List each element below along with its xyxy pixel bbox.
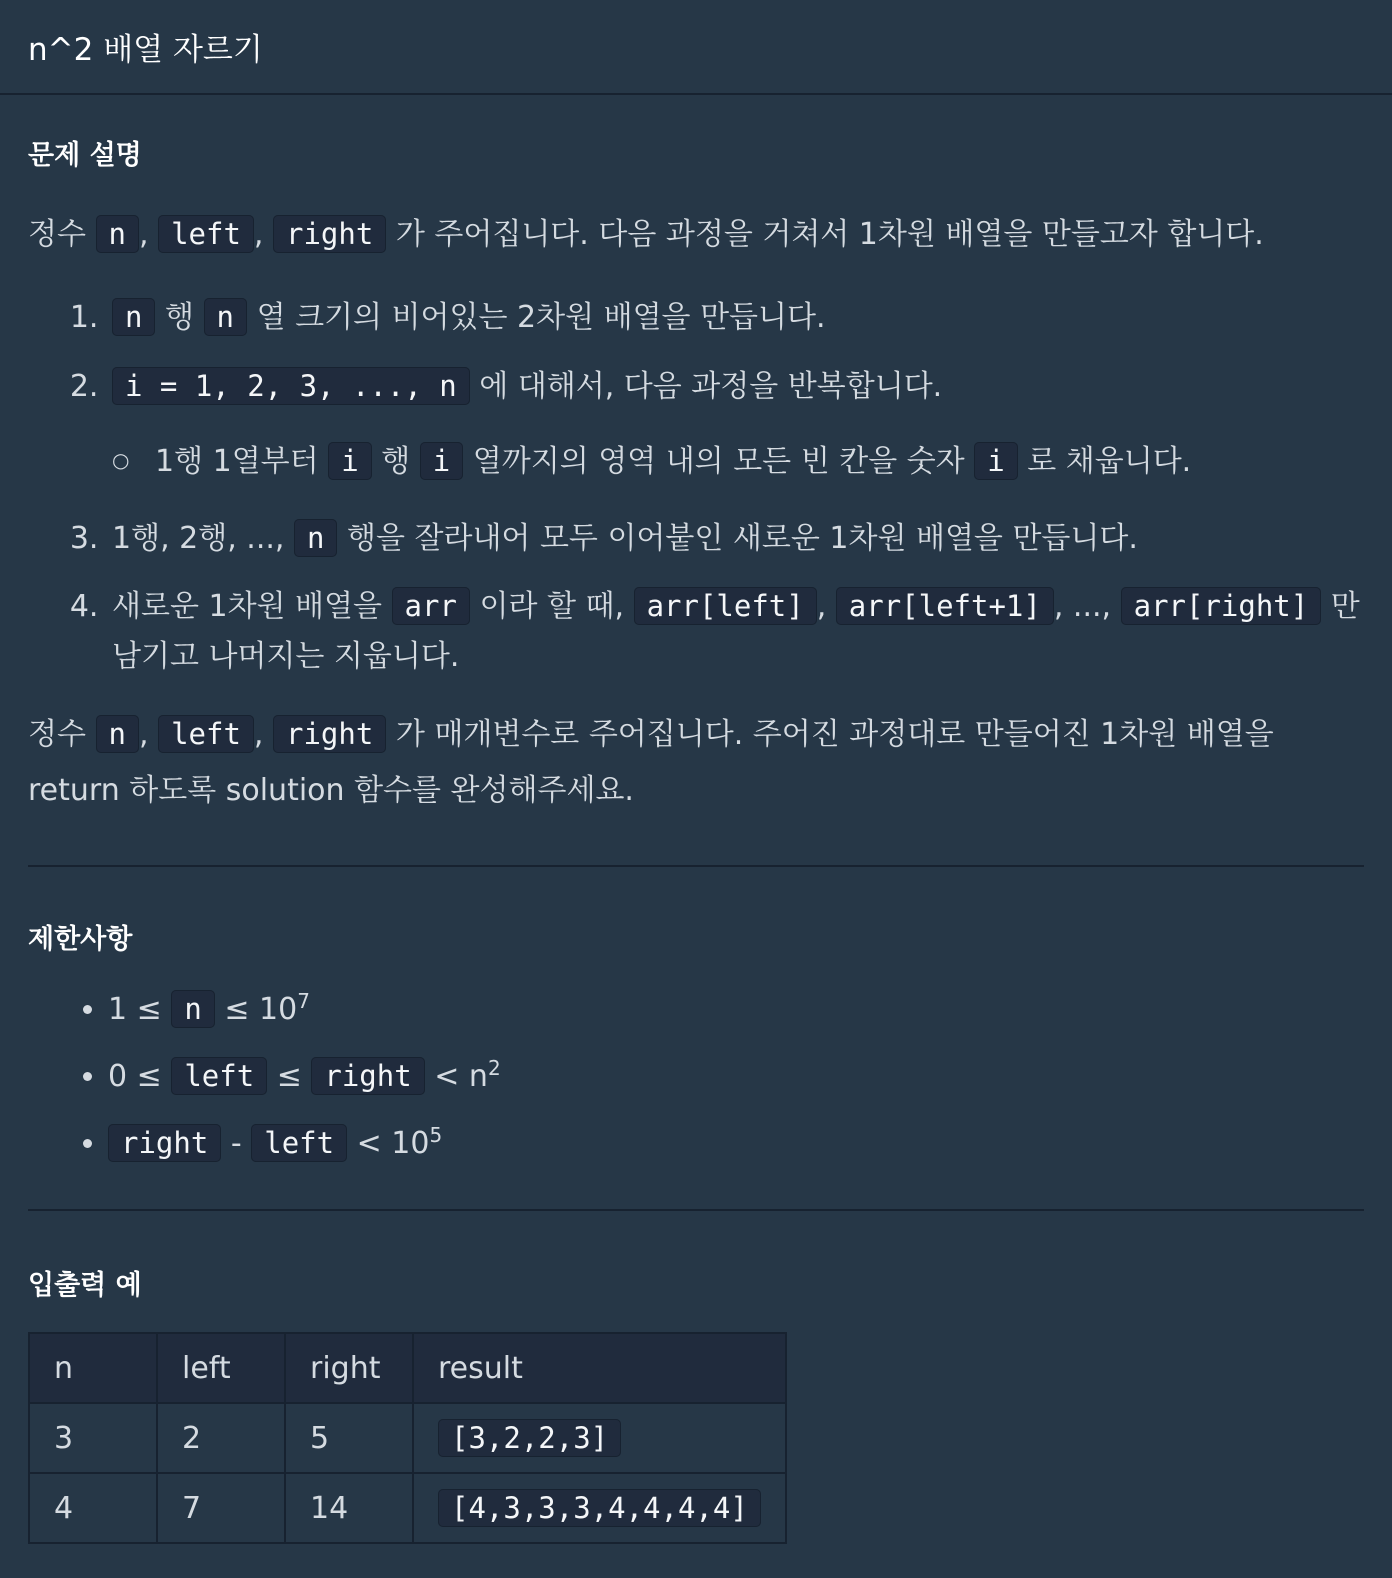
table-cell: 14 bbox=[285, 1473, 413, 1543]
code-n: n bbox=[294, 519, 337, 557]
code-i: i bbox=[420, 442, 463, 480]
code-arr-right: arr[right] bbox=[1121, 587, 1322, 625]
step-4: 4. 새로운 1차원 배열을 arr 이라 할 때, arr[left] , arr[left+1] , ..., arr[right] 만 남기고 나머지는 지웁니다. bbox=[108, 573, 1364, 682]
code-i: i bbox=[974, 442, 1017, 480]
examples-table bbox=[28, 1332, 787, 1544]
table-cell: 2 bbox=[157, 1403, 285, 1473]
table-cell: 7 bbox=[157, 1473, 285, 1543]
code-n: n bbox=[112, 298, 155, 336]
code-left: left bbox=[171, 1057, 267, 1095]
step-2: 2. i = 1, 2, 3, ..., n 에 대해서, 다음 과정을 반복합니다. ○ 1행 1열부터 i 행 i 열까지의 영역 내의 모든 빈 칸을 숫자 i 로 채웁니다. bbox=[108, 352, 1364, 504]
code-n: n bbox=[96, 715, 139, 753]
table-row bbox=[29, 1403, 786, 1473]
table-cell: 4 bbox=[29, 1473, 157, 1543]
code-right: right bbox=[311, 1057, 424, 1095]
description-intro: 정수 n , left , right 가 주어집니다. 다음 과정을 거쳐서 1차원 배열을 만들고자 합니다. bbox=[28, 217, 1264, 252]
table-cell bbox=[413, 1473, 786, 1543]
constraints-heading: 제한사항 bbox=[28, 924, 133, 955]
page-header bbox=[0, 0, 1392, 95]
column-header: right bbox=[285, 1333, 413, 1403]
table-cell: 3 bbox=[29, 1403, 157, 1473]
code-right: right bbox=[108, 1124, 221, 1162]
code-left: left bbox=[158, 215, 254, 253]
description-outro: 정수 n , left , right 가 매개변수로 주어집니다. 주어진 과정대로 만들어진 1차원 배열을 return 하도록 solution 함수를 완성해주세요. bbox=[28, 717, 1274, 808]
code-right: right bbox=[273, 215, 386, 253]
problem-title: n^2 배열 자르기 bbox=[28, 32, 263, 68]
result-code: [4,3,3,3,4,4,4,4] bbox=[438, 1489, 761, 1527]
constraint-item: • $1 \le n \le 10^7$ bbox=[108, 976, 1364, 1043]
code-i: i bbox=[328, 442, 371, 480]
step-2-sublist bbox=[112, 421, 1364, 504]
examples-heading: 입출력 예 bbox=[28, 1270, 142, 1301]
code-range: i = 1, 2, 3, ..., n bbox=[112, 367, 470, 405]
description-heading: 문제 설명 bbox=[28, 140, 142, 171]
code-arr-left-plus-1: arr[left+1] bbox=[836, 587, 1054, 625]
code-left: left bbox=[158, 715, 254, 753]
step-2-subitem: ○ 1행 1열부터 i 행 i 열까지의 영역 내의 모든 빈 칸을 숫자 i 로 채웁니다. bbox=[112, 421, 1364, 504]
problem-content bbox=[0, 95, 1392, 1544]
constraints-list bbox=[28, 976, 1364, 1177]
table-row bbox=[29, 1473, 786, 1543]
code-right: right bbox=[273, 715, 386, 753]
result-code: [3,2,2,3] bbox=[438, 1419, 621, 1457]
column-header: n bbox=[29, 1333, 157, 1403]
code-n: n bbox=[171, 990, 214, 1028]
code-arr-left: arr[left] bbox=[634, 587, 817, 625]
steps-list bbox=[28, 283, 1364, 682]
step-3: 3. 1행, 2행, ..., n 행을 잘라내어 모두 이어붙인 새로운 1차원 배열을 만듭니다. bbox=[108, 504, 1364, 573]
constraint-item: • 0 ≤ left ≤ right < $n^2$ bbox=[108, 1043, 1364, 1110]
code-arr: arr bbox=[392, 587, 470, 625]
step-1: 1. n 행 n 열 크기의 비어있는 2차원 배열을 만듭니다. bbox=[108, 283, 1364, 352]
constraint-item: • right - left < $10^5$ bbox=[108, 1110, 1364, 1177]
code-n: n bbox=[204, 298, 247, 336]
column-header: left bbox=[157, 1333, 285, 1403]
table-cell bbox=[413, 1403, 786, 1473]
table-header-row bbox=[29, 1333, 786, 1403]
code-n: n bbox=[96, 215, 139, 253]
table-cell: 5 bbox=[285, 1403, 413, 1473]
code-left: left bbox=[251, 1124, 347, 1162]
column-header: result bbox=[413, 1333, 786, 1403]
